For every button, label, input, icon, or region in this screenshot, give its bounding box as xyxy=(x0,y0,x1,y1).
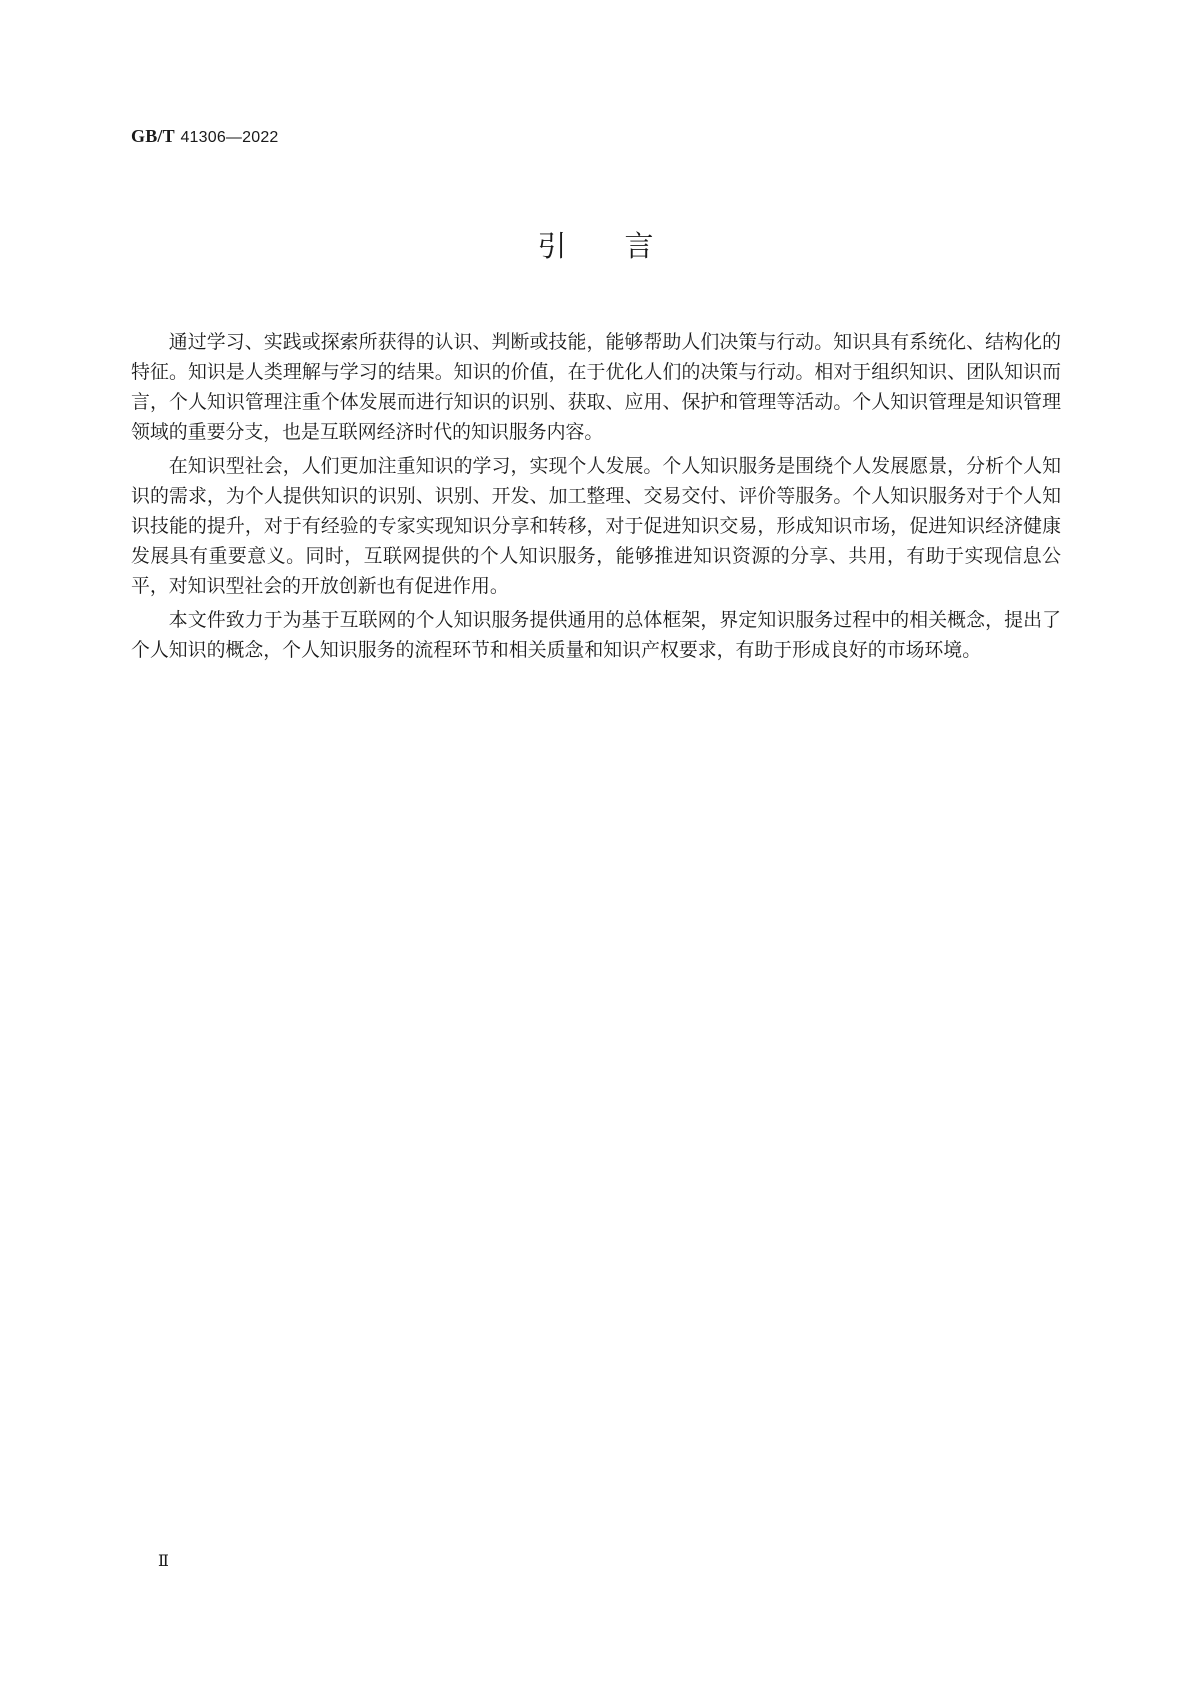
paragraph-1: 通过学习、实践或探索所获得的认识、判断或技能，能够帮助人们决策与行动。知识具有系统化、结构化的特征。知识是人类理解与学习的结果。知识的价值，在于优化人们的决策与行动。相对于组织知识、团队知识而言，个人知识管理注重个体发展而进行知识的识别、获取、应用、保护和管理等活动。个人知识管理是知识管理领域的重要分支，也是互联网经济时代的知识服务内容。 xyxy=(131,331,1061,443)
standard-number: 41306—2022 xyxy=(180,129,279,146)
document-code xyxy=(131,126,279,147)
body-text xyxy=(131,327,1061,669)
standard-prefix: GB/T xyxy=(131,126,175,146)
page-number: Ⅱ xyxy=(158,1553,169,1570)
paragraph-2: 在知识型社会，人们更加注重知识的学习，实现个人发展。个人知识服务是围绕个人发展愿景，分析个人知识的需求，为个人提供知识的识别、识别、开发、加工整理、交易交付、评价等服务。个人知识服务对于个人知识技能的提升，对于有经验的专家实现知识分享和转移，对于促进知识交易，形成知识市场，促进知识经济健康发展具有重要意义。同时，互联网提供的个人知识服务，能够推进知识资源的分享、共用，有助于实现信息公平，对知识型社会的开放创新也有促进作用。 xyxy=(131,455,1061,597)
section-title: 引言 xyxy=(537,229,712,263)
paragraph-3: 本文件致力于为基于互联网的个人知识服务提供通用的总体框架，界定知识服务过程中的相关概念，提出了个人知识的概念，个人知识服务的流程环节和相关质量和知识产权要求，有助于形成良好的市场环境。 xyxy=(131,609,1061,661)
